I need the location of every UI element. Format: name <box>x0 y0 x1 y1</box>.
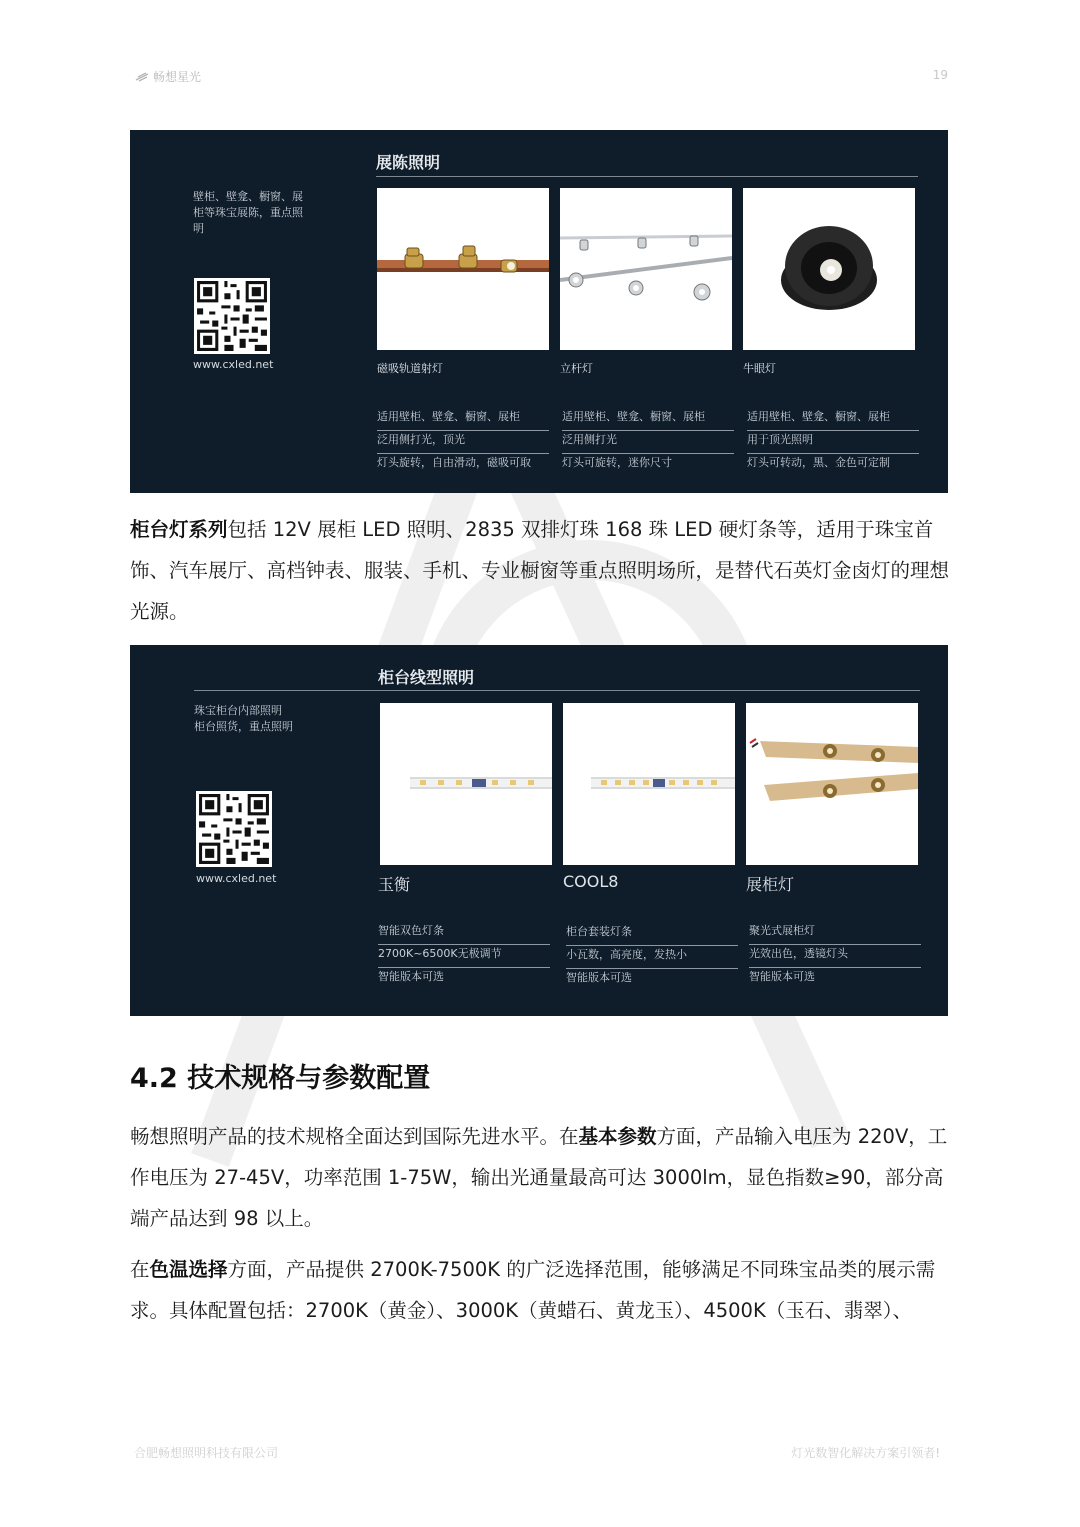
logo-text: 畅想星光 <box>153 70 202 84</box>
qr-code-icon <box>196 791 272 867</box>
bold-term: 柜台灯系列 <box>130 518 228 541</box>
track-spotlight-image <box>377 188 549 350</box>
product-name: 牛眼灯 <box>743 362 776 375</box>
product-feature: 用于顶光照明 <box>747 431 919 454</box>
description-line: 珠宝柜台内部照明 <box>194 704 282 717</box>
counter-light-paragraph <box>130 509 950 632</box>
product-feature: 灯头可旋转，迷你尺寸 <box>562 456 672 469</box>
title-divider <box>376 176 918 177</box>
product-feature: 小瓦数，高亮度，发热小 <box>566 946 738 969</box>
section-heading: 4.2 技术规格与参数配置 <box>130 1063 431 1094</box>
paragraph-text: 方面，产品输入电压为 220V，工作电压为 27-45V，功率范围 1-75W，输出光通量最高可达 3000lm，显色指数≥90，部分高端产品达到 98 以上。 <box>130 1125 948 1230</box>
product-name: 磁吸轨道射灯 <box>377 362 443 375</box>
bold-term: 色温选择 <box>149 1258 228 1281</box>
logo-icon <box>135 72 149 82</box>
product-feature: 智能版本可选 <box>749 970 815 983</box>
color-temp-paragraph <box>130 1249 950 1331</box>
product-feature: 聚光式展柜灯 <box>749 922 921 945</box>
product-name: 展柜灯 <box>746 875 795 894</box>
panel-title: 柜台线型照明 <box>378 668 475 687</box>
exhibition-lighting-panel <box>130 130 948 493</box>
product-feature: 灯头可转动，黑、金色可定制 <box>747 456 890 469</box>
paragraph-text: 畅想照明产品的技术规格全面达到国际先进水平。在 <box>130 1125 579 1148</box>
qr-code-icon <box>194 278 270 354</box>
panel-title: 展陈照明 <box>376 153 441 172</box>
yuheng-strip-image <box>380 703 552 865</box>
footer-slogan: 灯光数智化解决方案引领者! <box>791 1446 940 1460</box>
pole-light-image <box>560 188 732 350</box>
cool8-strip-image <box>563 703 735 865</box>
product-feature: 智能双色灯条 <box>378 922 550 945</box>
product-feature: 柜台套装灯条 <box>566 923 738 946</box>
website-url: www.cxled.net <box>196 872 277 885</box>
product-name: 立杆灯 <box>560 362 593 375</box>
product-feature: 光效出色，透镜灯头 <box>749 945 921 968</box>
paragraph-text: 方面，产品提供 2700K-7500K 的广泛选择范围，能够满足不同珠宝品类的展示需求。具体配置包括：2700K（黄金）、3000K（黄蜡石、黄龙玉）、4500K（玉石、翡翠）、 <box>130 1258 936 1322</box>
product-feature: 2700K~6500K无极调节 <box>378 945 550 968</box>
product-feature: 适用壁柜、壁龛、橱窗、展柜 <box>562 408 734 431</box>
website-url: www.cxled.net <box>193 358 274 371</box>
panel-description <box>194 703 334 735</box>
showcase-light-image <box>746 703 918 865</box>
product-feature: 智能版本可选 <box>378 970 444 983</box>
panel-description: 壁柜、壁龛、橱窗、展柜等珠宝展陈，重点照明 <box>193 190 303 235</box>
bullseye-light-image <box>743 188 915 350</box>
page-number: 19 <box>932 68 948 82</box>
footer-company: 合肥畅想照明科技有限公司 <box>134 1446 279 1460</box>
product-feature: 适用壁柜、壁龛、橱窗、展柜 <box>377 408 549 431</box>
title-divider <box>194 690 920 691</box>
counter-linear-lighting-panel <box>130 645 948 1016</box>
bold-term: 基本参数 <box>578 1125 657 1148</box>
header-logo <box>135 68 201 85</box>
product-feature: 泛用侧打光 <box>562 431 734 454</box>
spec-paragraph <box>130 1116 950 1239</box>
description-line: 柜台照货，重点照明 <box>194 720 293 733</box>
paragraph-text: 在 <box>130 1258 150 1281</box>
product-name: COOL8 <box>563 872 619 891</box>
product-feature: 灯头旋转，自由滑动，磁吸可取 <box>377 456 531 469</box>
product-name: 玉衡 <box>378 875 411 894</box>
product-feature: 适用壁柜、壁龛、橱窗、展柜 <box>747 408 919 431</box>
paragraph-text: 包括 12V 展柜 LED 照明、2835 双排灯珠 168 珠 LED 硬灯条等，适用于珠宝首饰、汽车展厅、高档钟表、服装、手机、专业橱窗等重点照明场所，是替代石英灯金卤灯的理想光源。 <box>130 518 950 623</box>
product-feature: 泛用侧打光，顶光 <box>377 431 549 454</box>
product-feature: 智能版本可选 <box>566 971 632 984</box>
